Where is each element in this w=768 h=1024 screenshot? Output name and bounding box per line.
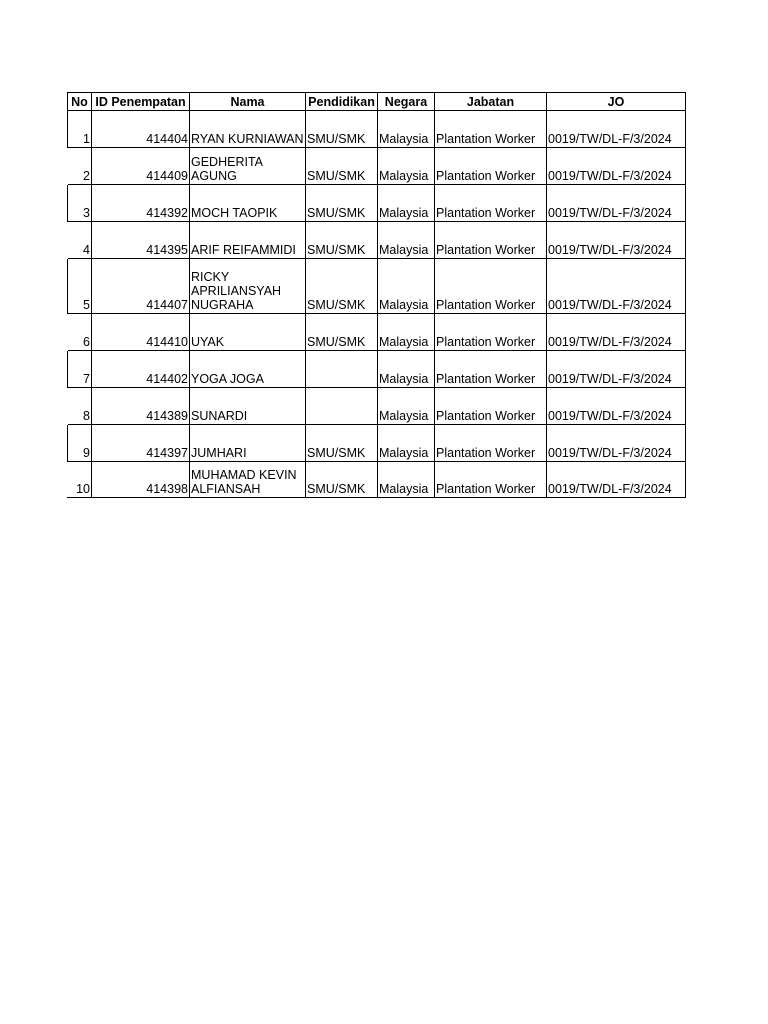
cell-negara: Malaysia <box>378 388 435 425</box>
cell-jo: 0019/TW/DL-F/3/2024 <box>547 388 686 425</box>
cell-no: 2 <box>68 148 92 185</box>
cell-nama: MUHAMAD KEVIN ALFIANSAH <box>190 462 306 498</box>
cell-no: 6 <box>68 314 92 351</box>
cell-id: 414407 <box>92 259 190 314</box>
cell-id: 414395 <box>92 222 190 259</box>
header-nama: Nama <box>190 93 306 111</box>
cell-id: 414404 <box>92 111 190 148</box>
cell-jo: 0019/TW/DL-F/3/2024 <box>547 185 686 222</box>
cell-negara: Malaysia <box>378 462 435 498</box>
cell-id: 414397 <box>92 425 190 462</box>
cell-jabatan: Plantation Worker <box>435 148 547 185</box>
cell-jo: 0019/TW/DL-F/3/2024 <box>547 314 686 351</box>
cell-no: 4 <box>68 222 92 259</box>
cell-jo: 0019/TW/DL-F/3/2024 <box>547 351 686 388</box>
cell-jabatan: Plantation Worker <box>435 462 547 498</box>
cell-jabatan: Plantation Worker <box>435 314 547 351</box>
cell-pendidikan <box>306 351 378 388</box>
cell-nama: MOCH TAOPIK <box>190 185 306 222</box>
header-negara: Negara <box>378 93 435 111</box>
cell-negara: Malaysia <box>378 425 435 462</box>
cell-pendidikan <box>306 388 378 425</box>
cell-jabatan: Plantation Worker <box>435 351 547 388</box>
cell-nama: RICKY APRILIANSYAH NUGRAHA <box>190 259 306 314</box>
cell-negara: Malaysia <box>378 351 435 388</box>
table-row <box>68 388 686 425</box>
table-row <box>68 148 686 185</box>
cell-negara: Malaysia <box>378 222 435 259</box>
header-row <box>68 93 686 111</box>
table-row <box>68 425 686 462</box>
cell-nama: RYAN KURNIAWAN <box>190 111 306 148</box>
header-no: No <box>68 93 92 111</box>
cell-pendidikan: SMU/SMK <box>306 111 378 148</box>
cell-jabatan: Plantation Worker <box>435 111 547 148</box>
cell-pendidikan: SMU/SMK <box>306 222 378 259</box>
table-row <box>68 351 686 388</box>
cell-nama: UYAK <box>190 314 306 351</box>
cell-no: 9 <box>68 425 92 462</box>
header-pendidikan: Pendidikan <box>306 93 378 111</box>
cell-id: 414392 <box>92 185 190 222</box>
cell-jo: 0019/TW/DL-F/3/2024 <box>547 259 686 314</box>
cell-nama: JUMHARI <box>190 425 306 462</box>
cell-pendidikan: SMU/SMK <box>306 462 378 498</box>
cell-id: 414402 <box>92 351 190 388</box>
cell-jo: 0019/TW/DL-F/3/2024 <box>547 148 686 185</box>
cell-jabatan: Plantation Worker <box>435 425 547 462</box>
cell-nama: GEDHERITA AGUNG <box>190 148 306 185</box>
cell-jo: 0019/TW/DL-F/3/2024 <box>547 111 686 148</box>
table-row <box>68 314 686 351</box>
cell-pendidikan: SMU/SMK <box>306 259 378 314</box>
cell-nama: ARIF REIFAMMIDI <box>190 222 306 259</box>
cell-id: 414389 <box>92 388 190 425</box>
cell-jabatan: Plantation Worker <box>435 185 547 222</box>
cell-nama: YOGA JOGA <box>190 351 306 388</box>
cell-pendidikan: SMU/SMK <box>306 148 378 185</box>
cell-negara: Malaysia <box>378 185 435 222</box>
table-row <box>68 462 686 498</box>
header-id-penempatan: ID Penempatan <box>92 93 190 111</box>
table-row <box>68 111 686 148</box>
cell-pendidikan: SMU/SMK <box>306 425 378 462</box>
cell-id: 414398 <box>92 462 190 498</box>
cell-no: 1 <box>68 111 92 148</box>
cell-jo: 0019/TW/DL-F/3/2024 <box>547 425 686 462</box>
cell-negara: Malaysia <box>378 111 435 148</box>
cell-id: 414409 <box>92 148 190 185</box>
cell-nama: SUNARDI <box>190 388 306 425</box>
cell-pendidikan: SMU/SMK <box>306 314 378 351</box>
cell-jo: 0019/TW/DL-F/3/2024 <box>547 462 686 498</box>
cell-no: 10 <box>68 462 92 498</box>
placement-table <box>67 92 686 498</box>
cell-pendidikan: SMU/SMK <box>306 185 378 222</box>
cell-no: 3 <box>68 185 92 222</box>
cell-negara: Malaysia <box>378 259 435 314</box>
table-row <box>68 222 686 259</box>
cell-jabatan: Plantation Worker <box>435 222 547 259</box>
cell-id: 414410 <box>92 314 190 351</box>
cell-jabatan: Plantation Worker <box>435 259 547 314</box>
cell-jabatan: Plantation Worker <box>435 388 547 425</box>
cell-no: 7 <box>68 351 92 388</box>
header-jabatan: Jabatan <box>435 93 547 111</box>
cell-no: 8 <box>68 388 92 425</box>
table-row <box>68 259 686 314</box>
header-jo: JO <box>547 93 686 111</box>
cell-no: 5 <box>68 259 92 314</box>
table-row <box>68 185 686 222</box>
cell-negara: Malaysia <box>378 148 435 185</box>
cell-jo: 0019/TW/DL-F/3/2024 <box>547 222 686 259</box>
cell-negara: Malaysia <box>378 314 435 351</box>
